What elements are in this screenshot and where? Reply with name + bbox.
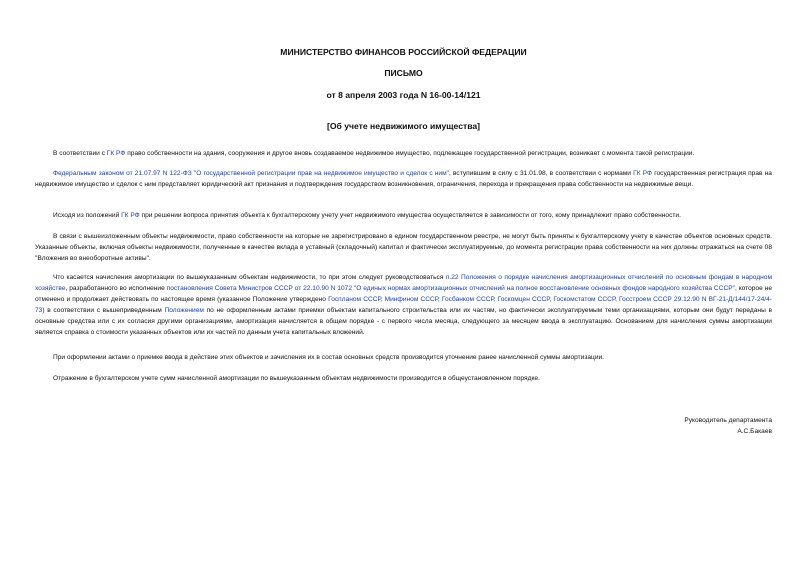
link-federal-law-122[interactable]: Федеральным законом от 21.07.97 N 122-ФЗ "О государственной регистрации прав на недвижимое имущество и сделок с ним" <box>53 170 449 177</box>
link-approving-bodies[interactable]: Госпланом СССР, Минфином СССР, Госбанком СССР, Госкомцен СССР, Госкомстатом СССР, Госстроем СССР 29.12.90 N ВГ-21-Д/144/17-24/4-73 <box>35 295 772 314</box>
document-date-number: от 8 апреля 2003 года N 16-00-14/121 <box>326 90 481 100</box>
paragraph-2 <box>35 169 772 191</box>
text: при решении вопроса принятия объекта к бухгалтерскому учету учет недвижимого имущества осуществляется в зависимости от того, кому принадлежит право собственности. <box>139 212 681 219</box>
text: В соответствии с <box>53 150 107 157</box>
text: Исходя из положений <box>53 212 122 219</box>
link-regulation[interactable]: Положением <box>164 306 204 314</box>
text: При оформлении актами о приемке ввода в действие этих объектов и зачисления их в состав основных средств производится уточнение ранее начисленной суммы амортизации. <box>53 354 605 361</box>
paragraph-3 <box>35 211 772 222</box>
link-gk-rf[interactable]: ГК РФ <box>633 170 653 177</box>
ministry-title: МИНИСТЕРСТВО ФИНАНСОВ РОССИЙСКОЙ ФЕДЕРАЦИИ <box>280 47 527 57</box>
paragraph-1 <box>35 149 772 160</box>
signature-name: А.С.Бакаев <box>737 427 772 435</box>
text: В связи с вышеизложенным объекты недвижимости, право собственности на которые не зарегистрировано в едином государственном реестре, не могут быть приняты к бухгалтерскому учету в качестве объектов основных средств. Указанные объекты, включая объекты недвижимости, полученные в качестве вклада в уставный (складочный) капитал и фактически эксплуатируемые, до момента регистрации права собственности на них должны отражаться на счете 08 "Вложения во внеоборотные активы". <box>35 233 772 262</box>
text: , вступившим в силу с 31.01.98, в соответствии с нормами <box>449 170 634 177</box>
text: ) в соответствии с вышеприведенным <box>42 306 165 314</box>
link-resolution-1072[interactable]: постановления Совета Министров СССР от 22.10.90 N 1072 "О единых нормах амортизационных отчислений на полное восстановление основных фондов народного хозяйства СССР" <box>166 284 735 292</box>
document-type: ПИСЬМО <box>384 68 423 78</box>
link-gk-rf[interactable]: ГК РФ <box>121 212 140 219</box>
text: право собственности на здания, сооружения и другое вновь создаваемое недвижимое имущество, подлежащее государственной регистрации, возникает с момента такой регистрации. <box>125 150 695 157</box>
document-subject: [Об учете недвижимого имущества] <box>326 121 481 131</box>
paragraph-7 <box>35 374 772 385</box>
signature-title: Руководитель департамента <box>684 417 772 424</box>
text: по не оформленным актами приемки объектам капитального строительства или их частям, но фактически эксплуатируемым теми организациями, которым они будут переданы в основные средства или с их согласия другими организациями, амортизация начисляется в общем порядке - с первого числа месяца, следующего за месяцем ввода в эксплуатацию. Основанием для начисления суммы амортизации является справка о стоимости указанных объектов или их частей по данным учета капитальных вложений. <box>35 306 773 336</box>
text: , разработанного во исполнение <box>65 284 167 292</box>
text: Отражение в бухгалтерском учете сумм начисленной амортизации по вышеуказанным объектам недвижимости производится в общеустановленном порядке. <box>53 375 540 382</box>
text: Что касается начисления амортизации по вышеуказанным объектам недвижимости, то при этом следует руководствоваться <box>53 274 446 281</box>
link-gk-rf[interactable]: ГК РФ <box>106 150 126 157</box>
paragraph-5 <box>35 273 772 338</box>
text: государственная регистрация прав на недвижимое имущество и сделок с ним представляет юридический акт признания и подтверждения государством возникновения, ограничения, перехода и прекращения права собственности на недвижимые вещи. <box>35 170 772 188</box>
paragraph-6 <box>35 353 772 364</box>
text: , которое не отменено и продолжает действовать по настоящее время (указанное Положение утверждено <box>35 284 772 303</box>
paragraph-4 <box>35 232 772 265</box>
signature-block <box>684 416 772 438</box>
link-regulation-p22[interactable]: п.22 Положения о порядке начисления амортизационных отчислений по основным фондам в народном хозяйстве <box>35 274 773 292</box>
